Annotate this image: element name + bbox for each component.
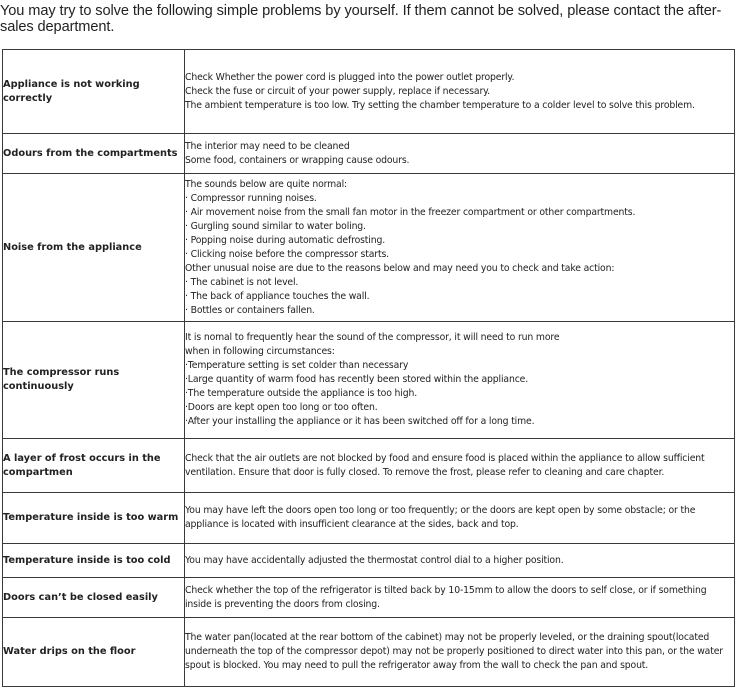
problem-cell: A layer of frost occurs in the compartmen xyxy=(3,439,185,493)
solution-text: You may have left the doors open too long or too frequently; or the doors are kept open by some obstacle; or the appliance is located with insufficient clearance at the sides, back and top. xyxy=(185,505,696,530)
solution-line: The interior may need to be cleaned xyxy=(185,140,350,152)
solution-line: · Popping noise during automatic defrosting. xyxy=(185,234,386,246)
problem-cell: Doors can’t be closed easily xyxy=(3,578,185,618)
table-row xyxy=(3,134,735,174)
intro-text: You may try to solve the following simple problems by yourself. If them cannot be solved, please contact the after-sales department. xyxy=(0,3,722,35)
solution-line: ·Large quantity of warm food has recently been stored within the appliance. xyxy=(185,374,529,385)
problem-cell: Temperature inside is too cold xyxy=(3,544,185,578)
solution-cell xyxy=(185,618,735,687)
solution-cell xyxy=(185,174,735,322)
solution-line: · Air movement noise from the small fan motor in the freezer compartment or other compartments. xyxy=(185,206,636,218)
table-row xyxy=(3,493,735,544)
table-row xyxy=(3,322,735,439)
solution-line: · Clicking noise before the compressor starts. xyxy=(185,248,389,260)
solution-line: The sounds below are quite normal: xyxy=(185,178,348,190)
table-row xyxy=(3,618,735,687)
solution-line: · Compressor running noises. xyxy=(185,192,317,204)
solution-line: Other unusual noise are due to the reasons below and may need you to check and take action: xyxy=(185,262,615,274)
solution-line: · The cabinet is not level. xyxy=(185,276,299,288)
problem-cell: Water drips on the floor xyxy=(3,618,185,687)
table-row xyxy=(3,578,735,618)
solution-line: · The back of appliance touches the wall. xyxy=(185,290,370,302)
table-row xyxy=(3,439,735,493)
solution-text: The water pan(located at the rear bottom of the cabinet) may not be properly leveled, or the draining spout(located underneath the top of the compressor depot) may not be properly positioned to direct water into this pan, or the water spout is blocked. You may need to pull the refrigerator away from the wall to check the pan and spout. xyxy=(185,632,723,671)
troubleshooting-table xyxy=(2,49,735,687)
solution-cell xyxy=(185,439,735,493)
solution-cell xyxy=(185,544,735,578)
table-row xyxy=(3,174,735,322)
solution-line: · Gurgling sound similar to water boling. xyxy=(185,220,366,232)
solution-text: Check that the air outlets are not blocked by food and ensure food is placed within the appliance to allow sufficient ventilation. Ensure that door is fully closed. To remove the frost, please refer to cleaning and care chapter. xyxy=(185,452,705,478)
problem-cell: Odours from the compartments xyxy=(3,134,185,174)
solution-cell xyxy=(185,578,735,618)
solution-text: You may have accidentally adjusted the thermostat control dial to a higher position. xyxy=(185,554,564,566)
problem-cell: Appliance is not working correctly xyxy=(3,50,185,134)
solution-line: ·Temperature setting is set colder than necessary xyxy=(185,360,409,371)
problem-cell: Temperature inside is too warm xyxy=(3,493,185,544)
solution-cell xyxy=(185,134,735,174)
solution-line: ·Doors are kept open too long or too often. xyxy=(185,402,378,413)
table-row xyxy=(3,544,735,578)
solution-line: It is nomal to frequently hear the sound of the compressor, it will need to run more xyxy=(185,332,560,343)
solution-text: Check whether the top of the refrigerator is tilted back by 10-15mm to allow the doors to self close, or if something inside is preventing the doors from closing. xyxy=(185,584,707,610)
solution-cell xyxy=(185,50,735,134)
solution-line: ·After your installing the appliance or it has been switched off for a long time. xyxy=(185,416,535,427)
problem-cell: The compressor runs continuously xyxy=(3,322,185,439)
solution-line: · Bottles or containers fallen. xyxy=(185,304,315,316)
solution-line: Check the fuse or circuit of your power supply, replace if necessary. xyxy=(185,85,490,97)
solution-line: The ambient temperature is too low. Try setting the chamber temperature to a colder level to solve this problem. xyxy=(185,99,695,111)
table-row xyxy=(3,50,735,134)
solution-line: ·The temperature outside the appliance is too high. xyxy=(185,388,418,399)
solution-line: when in following circumstances: xyxy=(185,346,335,357)
solution-cell xyxy=(185,322,735,439)
problem-cell: Noise from the appliance xyxy=(3,174,185,322)
solution-cell xyxy=(185,493,735,544)
solution-line: Check Whether the power cord is plugged into the power outlet properly. xyxy=(185,71,515,83)
solution-line: Some food, containers or wrapping cause odours. xyxy=(185,154,410,166)
